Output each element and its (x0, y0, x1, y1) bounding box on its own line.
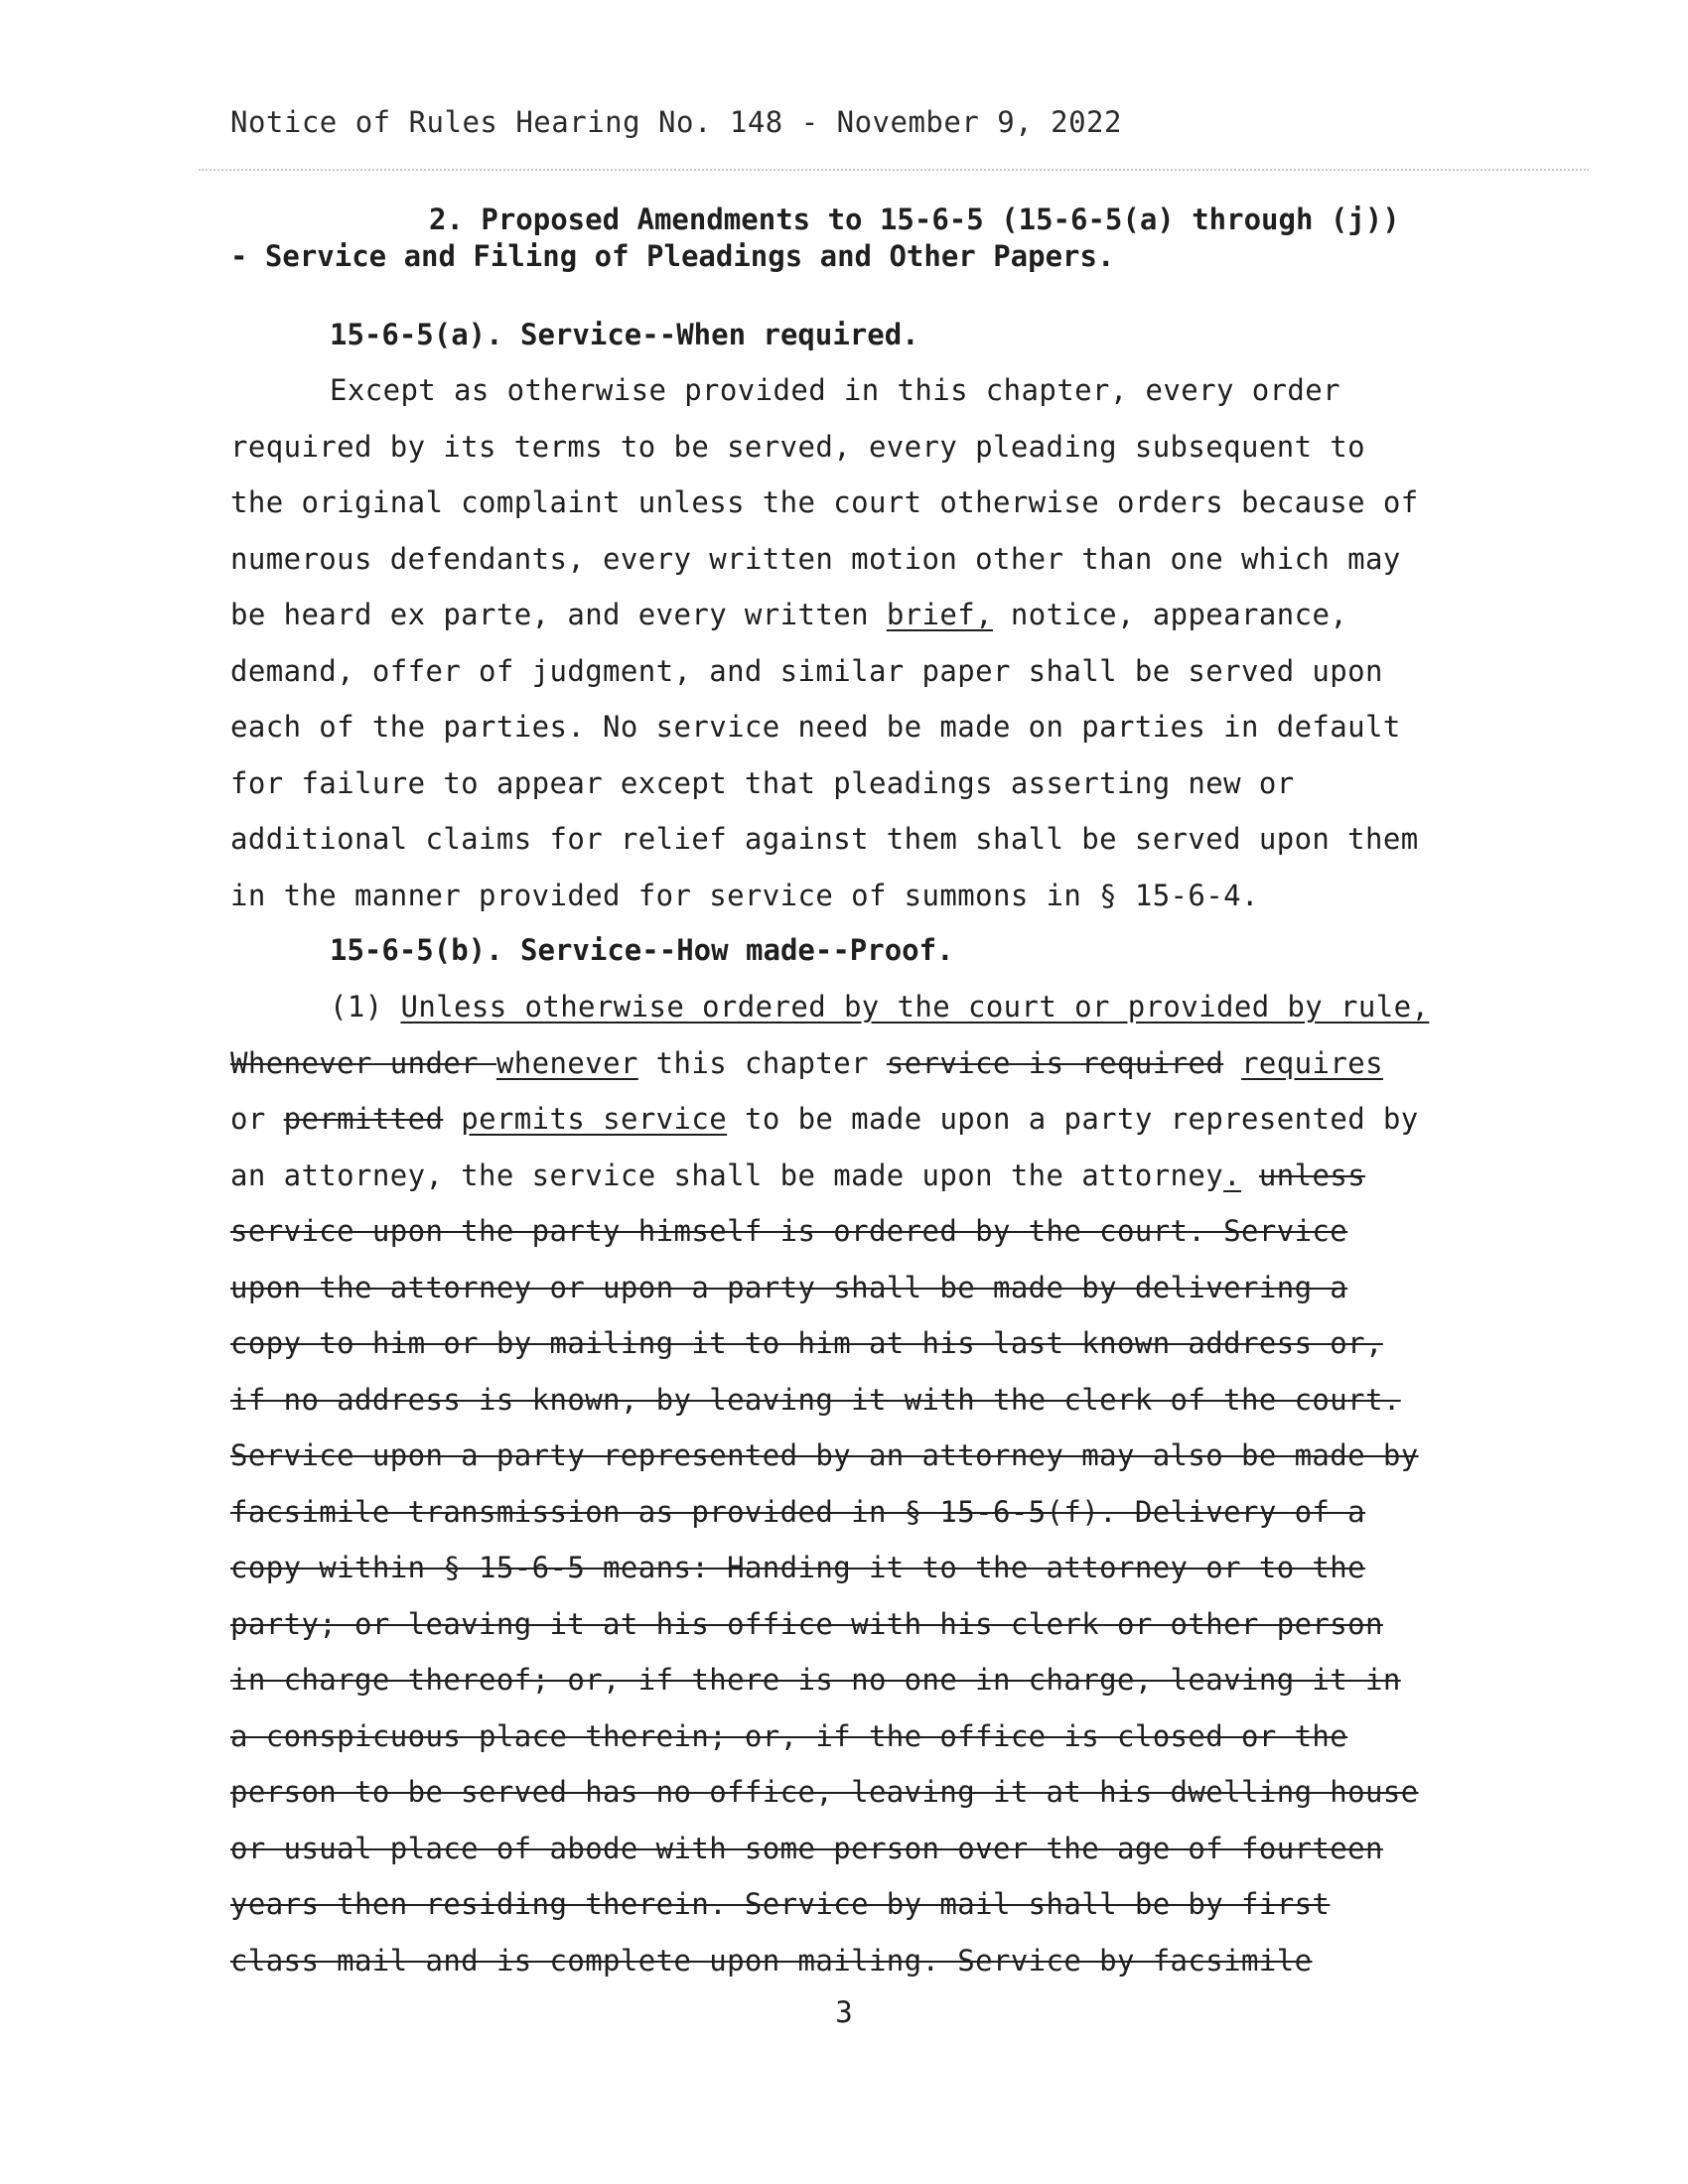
text-line (230, 1091, 1571, 1148)
deleted-text: unless (1258, 1158, 1366, 1192)
text-line: for failure to appear except that pleadings asserting new or (230, 765, 1295, 800)
deleted-line: in charge thereof; or, if there is no one in charge, leaving it in (230, 1663, 1401, 1697)
text-line: demand, offer of judgment, and similar paper shall be served upon (230, 653, 1383, 688)
text-segment: be heard ex parte, and every written (230, 598, 887, 631)
deleted-line: party; or leaving it at his office with his clerk or other person (230, 1606, 1383, 1641)
section-title (230, 202, 1561, 275)
subsection-a-heading: 15-6-5(a). Service--When required. (330, 318, 919, 351)
subsection-a-body (230, 362, 1571, 923)
inserted-text: permits service (461, 1102, 728, 1136)
section-title-line-2: - Service and Filing of Pleadings and Other Papers. (230, 239, 1115, 273)
deleted-line: upon the attorney or upon a party shall be made by delivering a (230, 1270, 1348, 1304)
text-segment (1241, 1159, 1259, 1192)
deleted-line: copy within § 15-6-5 means: Handing it to the attorney or to the (230, 1551, 1366, 1584)
inserted-text: whenever (495, 1045, 638, 1080)
text-line (230, 1035, 1571, 1092)
deleted-text: permitted (283, 1102, 444, 1136)
deleted-line: Service upon a party represented by an attorney may also be made by (230, 1438, 1419, 1472)
inserted-text: . (1223, 1158, 1242, 1192)
text-segment: or (230, 1102, 284, 1136)
text-line: in the manner provided for service of summons in § 15-6-4. (230, 878, 1259, 912)
deleted-line: if no address is known, by leaving it with the clerk of the court. (230, 1382, 1401, 1417)
deleted-line: class mail and is complete upon mailing. Service by facsimile (230, 1943, 1313, 1978)
deleted-line: or usual place of abode with some person over the age of fourteen (230, 1831, 1383, 1865)
deleted-line: facsimile transmission as provided in § 15-6-5(f). Delivery of a (230, 1494, 1366, 1529)
header-divider (199, 169, 1589, 171)
deleted-line: a conspicuous place therein; or, if the office is closed or the (230, 1718, 1348, 1753)
subsection-b-heading: 15-6-5(b). Service--How made--Proof. (330, 933, 954, 967)
page-number: 3 (835, 1995, 853, 2029)
subsection-b-body (230, 979, 1571, 1988)
deleted-line: person to be served has no office, leaving it at his dwelling house (230, 1775, 1419, 1809)
text-segment: (1) (330, 990, 401, 1024)
text-segment: an attorney, the service shall be made upon the attorney (230, 1158, 1224, 1192)
inserted-text: requires (1241, 1045, 1383, 1080)
inserted-text: Unless otherwise ordered by the court or provided by rule, (400, 990, 1430, 1024)
text-line: each of the parties. No service need be made on parties in default (230, 710, 1401, 744)
deleted-line: service upon the party himself is ordered by the court. Service (230, 1214, 1348, 1248)
deleted-text: Whenever under (230, 1045, 496, 1080)
section-title-line-1: 2. Proposed Amendments to 15-6-5 (15-6-5(a) through (j)) (429, 203, 1400, 236)
document-header: Notice of Rules Hearing No. 148 - November 9, 2022 (230, 105, 1122, 139)
text-segment: notice, appearance, (992, 598, 1348, 631)
text-line (230, 979, 1571, 1035)
text-line: the original complaint unless the court otherwise orders because of (230, 485, 1419, 519)
text-line (230, 587, 1571, 643)
text-line: additional claims for relief against them shall be served upon them (230, 822, 1419, 856)
deleted-line: copy to him or by mailing it to him at his last known address or, (230, 1326, 1383, 1360)
text-segment: to be made upon a party represented by (727, 1102, 1419, 1136)
text-segment (1223, 1046, 1241, 1080)
deleted-line: years then residing therein. Service by mail shall be by first (230, 1887, 1331, 1921)
text-segment: this chapter (637, 1045, 887, 1080)
text-line: required by its terms to be served, every pleading subsequent to (230, 429, 1366, 464)
deleted-text: service is required (886, 1045, 1224, 1080)
text-segment (443, 1102, 461, 1136)
text-line (230, 1148, 1571, 1204)
inserted-text: brief, (886, 598, 993, 631)
text-line: Except as otherwise provided in this chapter, every order (330, 373, 1340, 407)
text-line: numerous defendants, every written motion other than one which may (230, 541, 1401, 576)
